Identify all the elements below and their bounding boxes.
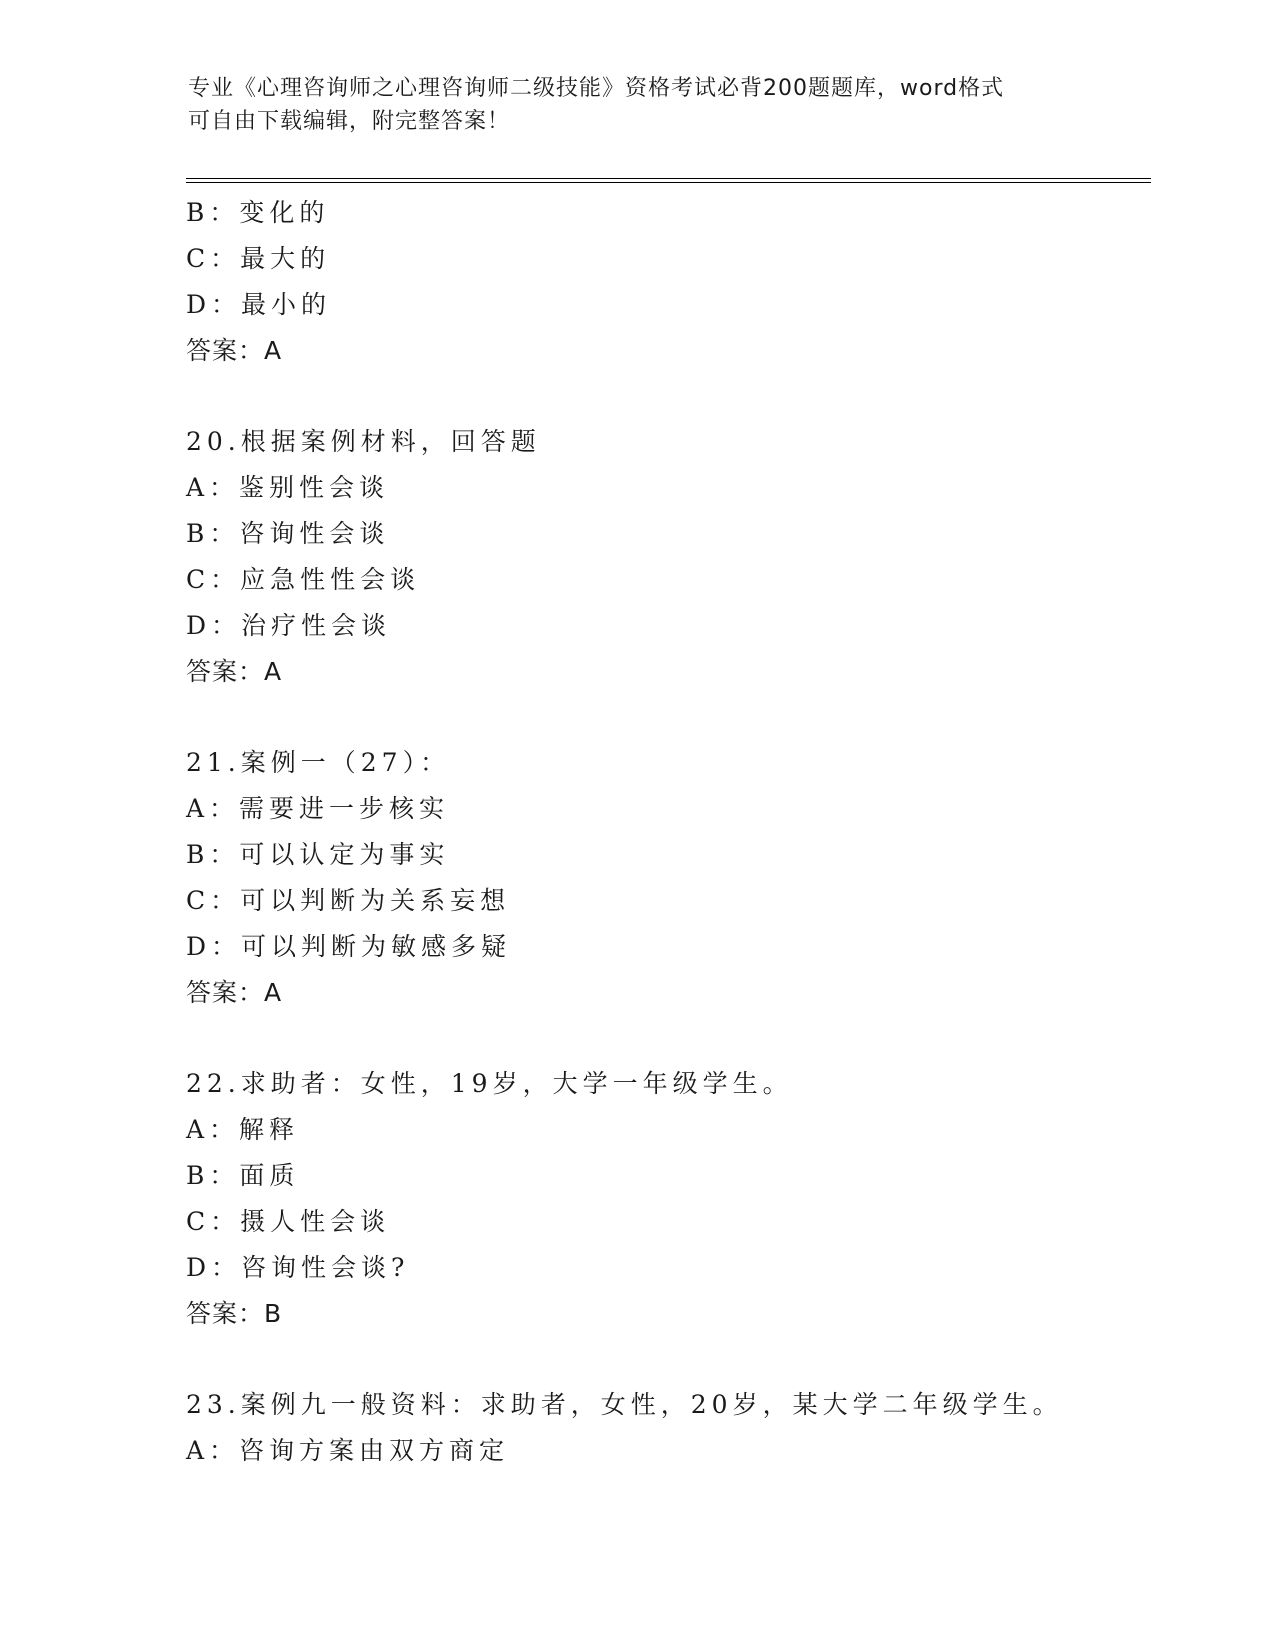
spacer: [186, 695, 1146, 740]
option-c: C：摄人性会谈: [186, 1207, 391, 1236]
option-d: D：治疗性会谈: [186, 611, 392, 640]
spacer: [186, 374, 1146, 419]
question-19-continued: [186, 190, 1146, 374]
answer-line: 答案：A: [186, 657, 283, 686]
document-header: [188, 72, 1088, 138]
header-title-line-1: 专业《心理咨询师之心理咨询师二级技能》资格考试必背200题题库，word格式: [188, 76, 1005, 101]
question-title: 20.根据案例材料，回答题: [186, 427, 541, 456]
option-b: B：变化的: [186, 198, 330, 227]
question-title: 21.案例一（27）：: [186, 748, 451, 777]
option-c: C：应急性性会谈: [186, 565, 421, 594]
question-title: 23.案例九一般资料：求助者，女性，20岁，某大学二年级学生。: [186, 1390, 1063, 1419]
header-title-line-2: 可自由下载编辑，附完整答案！: [188, 109, 511, 134]
option-c: C：最大的: [186, 244, 331, 273]
spacer: [186, 1337, 1146, 1382]
option-a: A：咨询方案由双方商定: [186, 1436, 510, 1465]
header-divider-bottom: [186, 182, 1151, 183]
header-divider-top: [186, 178, 1151, 179]
question-20: [186, 419, 1146, 695]
option-a: A：需要进一步核实: [186, 794, 450, 823]
option-b: B：咨询性会谈: [186, 519, 390, 548]
question-23: [186, 1382, 1146, 1474]
question-title: 22.求助者：女性，19岁，大学一年级学生。: [186, 1069, 793, 1098]
answer-line: 答案：A: [186, 978, 283, 1007]
option-a: A：解释: [186, 1115, 300, 1144]
answer-line: 答案：B: [186, 1299, 283, 1328]
option-d: D：可以判断为敏感多疑: [186, 932, 512, 961]
option-c: C：可以判断为关系妄想: [186, 886, 511, 915]
question-list: [186, 190, 1146, 1474]
answer-line: 答案：A: [186, 336, 283, 365]
option-b: B：面质: [186, 1161, 300, 1190]
option-d: D：最小的: [186, 290, 332, 319]
option-d: D：咨询性会谈?: [186, 1253, 410, 1282]
option-b: B：可以认定为事实: [186, 840, 450, 869]
question-22: [186, 1061, 1146, 1337]
option-a: A：鉴别性会谈: [186, 473, 390, 502]
spacer: [186, 1016, 1146, 1061]
question-21: [186, 740, 1146, 1016]
